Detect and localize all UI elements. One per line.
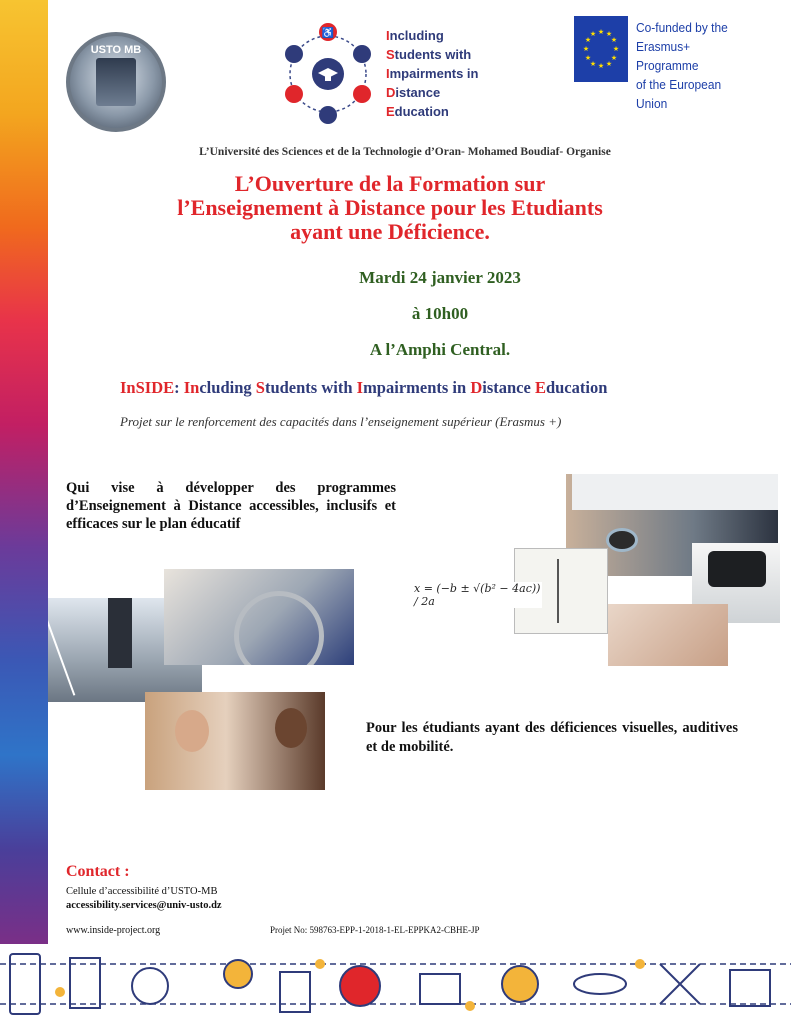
svg-text:★: ★ <box>610 54 618 62</box>
usto-logo <box>66 32 166 132</box>
svg-text:★: ★ <box>605 60 613 68</box>
inside-logo-line: Impairments in <box>386 66 479 81</box>
wheelchair-photo <box>164 569 354 665</box>
event-place: A l’Amphi Central. <box>369 340 511 359</box>
contact-email[interactable]: accessibility.services@univ-usto.dz <box>66 900 222 911</box>
svg-text:★: ★ <box>584 54 592 62</box>
svg-text:★: ★ <box>584 36 592 44</box>
quadratic-formula: x = (−b ± √(b² − 4ac)) / 2a <box>414 582 541 608</box>
inside-logo-line: Distance <box>386 85 441 100</box>
inside-logo-line: Students with <box>386 47 472 62</box>
main-title: L’Ouverture de la Formation sur l’Enseignement à Distance pour les Etudiants ayant une Déficience. <box>177 171 603 244</box>
inside-logo-line: Including <box>386 28 444 43</box>
goal-paragraph: Qui vise à développer des programmes d’Enseignement à Distance accessibles, inclusifs et efficaces sur le plan éducatif <box>66 480 396 532</box>
education-icons-band <box>0 944 791 1024</box>
project-subtitle: Projet sur le renforcement des capacités dans l’enseignement supérieur (Erasmus +) <box>120 414 562 429</box>
svg-text:★: ★ <box>605 30 613 38</box>
svg-text:★: ★ <box>597 28 605 36</box>
contact-heading: Contact : <box>66 863 130 880</box>
project-number: Projet No: 598763-EPP-1-2018-1-EL-EPPKA2-CBHE-JP <box>270 925 480 935</box>
target-audience-paragraph: Pour les étudiants ayant des déficiences visuelles, auditives et de mobilité. <box>366 720 738 755</box>
usto-logo-text: USTO MB <box>90 44 142 56</box>
usto-building-icon <box>96 58 136 106</box>
inside-project-line: InSIDE: Including Students with Impairments in Distance Education <box>120 378 608 397</box>
organizer-line: L’Université des Sciences et de la Technologie d’Oran- Mohamed Boudiaf- Organise <box>199 146 611 158</box>
inside-logo-line: Education <box>386 104 449 119</box>
website-link[interactable]: www.inside-project.org <box>66 925 161 936</box>
event-time: à 10h00 <box>411 304 469 323</box>
svg-text:★: ★ <box>610 36 618 44</box>
eu-flag-icon <box>574 16 628 82</box>
sign-language-photo <box>145 692 325 790</box>
event-date: Mardi 24 janvier 2023 <box>359 268 521 287</box>
inside-logo <box>278 18 378 126</box>
svg-text:♿: ♿ <box>321 28 335 39</box>
svg-text:★: ★ <box>597 62 605 70</box>
decorative-stripe <box>0 0 48 944</box>
braille-reading-image <box>608 604 728 666</box>
svg-text:★: ★ <box>589 30 597 38</box>
eu-cofunded-text: Co-funded by the Erasmus+ Programme of the European Union <box>636 20 728 111</box>
svg-text:★: ★ <box>582 45 590 53</box>
svg-text:★: ★ <box>589 60 597 68</box>
svg-text:★: ★ <box>612 45 620 53</box>
contact-cell: Cellule d’accessibilité d’USTO-MB <box>66 886 218 897</box>
inside-logo-title <box>386 26 506 121</box>
